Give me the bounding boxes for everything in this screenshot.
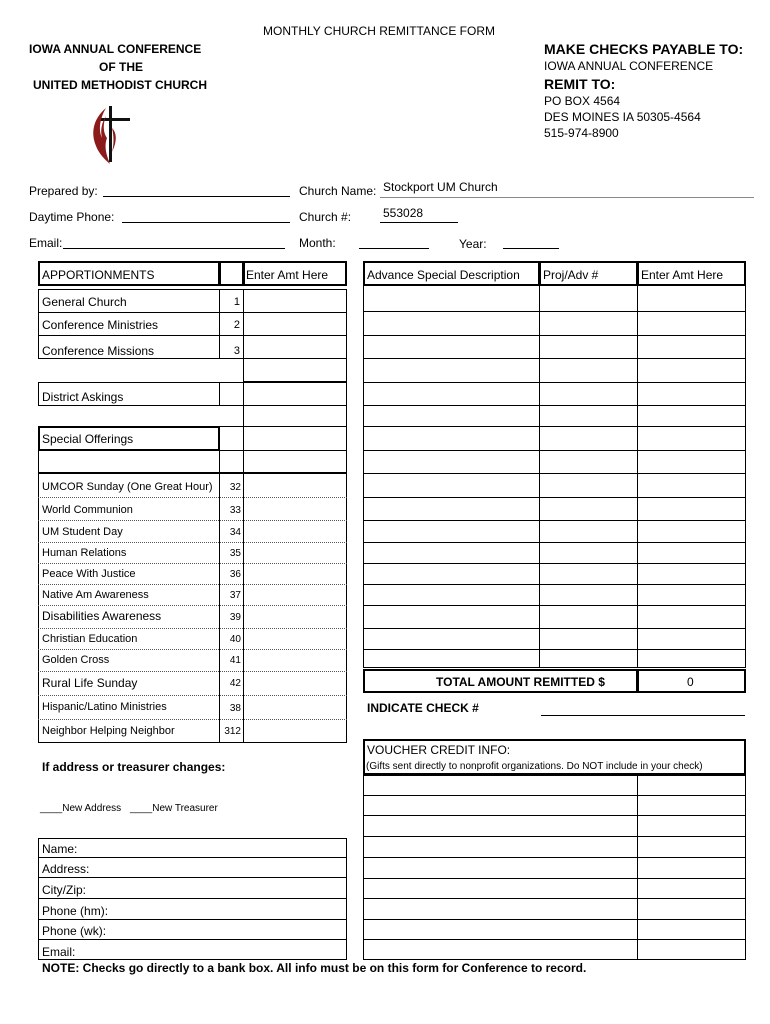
amt-input-district-askings[interactable] <box>243 382 347 406</box>
row-divider <box>38 719 347 720</box>
year-label: Year: <box>459 237 487 251</box>
contact-email-label[interactable]: Email: <box>42 945 76 959</box>
row-divider <box>38 695 347 696</box>
offering-label: Golden Cross <box>42 654 110 666</box>
month-label: Month: <box>299 236 336 250</box>
offering-num: 42 <box>229 678 241 689</box>
contact-phone-hm-label[interactable]: Phone (hm): <box>42 904 109 918</box>
amt-input-conference-missions[interactable] <box>243 335 347 359</box>
checks-payable-label: MAKE CHECKS PAYABLE TO: <box>544 41 744 57</box>
offering-num: 33 <box>229 505 241 516</box>
apportionments-amt-header: Enter Amt Here <box>246 268 329 282</box>
row-label: Conference Ministries <box>42 318 159 332</box>
voucher-subtitle: (Gifts sent directly to nonprofit organizations. Do NOT include in your check) <box>366 761 703 772</box>
new-address-option[interactable]: ____New Address <box>40 803 122 814</box>
contact-row-line <box>38 939 347 940</box>
contact-city-zip-label[interactable]: City/Zip: <box>42 883 87 897</box>
offering-num: 38 <box>229 703 241 714</box>
advance-row-line <box>363 605 746 606</box>
offering-num: 40 <box>229 634 241 645</box>
address-change-title: If address or treasurer changes: <box>42 760 226 774</box>
org-line-2: OF THE <box>99 60 143 74</box>
row-divider <box>38 628 347 629</box>
daytime-phone-field[interactable] <box>122 222 290 223</box>
offering-label: Hispanic/Latino Ministries <box>42 701 167 713</box>
remit-address-2: DES MOINES IA 50305-4564 <box>544 110 701 124</box>
row-divider <box>38 563 347 564</box>
total-label: TOTAL AMOUNT REMITTED $ <box>436 675 605 689</box>
offering-num: 36 <box>229 569 241 580</box>
offering-label: UM Student Day <box>42 526 123 538</box>
num-header-cell <box>219 261 244 286</box>
row-divider <box>38 649 347 650</box>
total-value: 0 <box>687 675 694 689</box>
church-num-value[interactable]: 553028 <box>383 206 424 220</box>
org-line-1: IOWA ANNUAL CONFERENCE <box>29 42 202 56</box>
advance-row-line <box>363 628 746 629</box>
advance-row-line <box>363 311 746 312</box>
church-name-label: Church Name: <box>299 184 377 198</box>
month-field[interactable] <box>359 248 429 249</box>
advance-desc-header: Advance Special Description <box>367 268 520 282</box>
contact-name-label[interactable]: Name: <box>42 842 78 856</box>
amt-input-general-church[interactable] <box>243 289 347 313</box>
church-name-field-line <box>380 197 754 198</box>
amt-input-conference-ministries[interactable] <box>243 312 347 336</box>
offering-num: 312 <box>224 726 241 737</box>
prepared-by-label: Prepared by: <box>29 184 98 198</box>
contact-row-line <box>38 898 347 899</box>
advance-row-line <box>363 358 746 359</box>
contact-address-label[interactable]: Address: <box>42 862 90 876</box>
offering-num: 34 <box>229 527 241 538</box>
row-num-cell <box>219 382 244 406</box>
new-treasurer-option[interactable]: ____New Treasurer <box>130 803 218 814</box>
voucher-row-line <box>363 919 746 920</box>
voucher-row-line <box>363 857 746 858</box>
amt-blank-cell[interactable] <box>243 426 347 451</box>
advance-row-line <box>363 584 746 585</box>
row-divider <box>38 584 347 585</box>
voucher-row-line <box>363 898 746 899</box>
row-label: District Askings <box>42 390 124 404</box>
year-field[interactable] <box>503 248 559 249</box>
offering-label: UMCOR Sunday (One Great Hour) <box>42 481 213 493</box>
remit-to-label: REMIT TO: <box>544 76 616 92</box>
footer-note: NOTE: Checks go directly to a bank box. All info must be on this form for Conference to record. <box>42 961 587 975</box>
remit-address-1: PO BOX 4564 <box>544 94 621 108</box>
row-label: General Church <box>42 295 127 309</box>
row-num: 1 <box>233 296 240 308</box>
advance-grid[interactable] <box>363 285 746 668</box>
org-line-3: UNITED METHODIST CHURCH <box>33 78 207 92</box>
offering-num: 39 <box>229 612 241 623</box>
advance-row-line <box>363 563 746 564</box>
advance-row-line <box>363 649 746 650</box>
prepared-by-field[interactable] <box>103 196 290 197</box>
row-label: Conference Missions <box>42 344 155 358</box>
church-num-label: Church #: <box>299 210 352 224</box>
row-num: 2 <box>233 319 240 331</box>
email-field[interactable] <box>63 248 285 249</box>
church-num-field-line <box>380 222 458 223</box>
advance-row-line <box>363 450 746 451</box>
amt-blank-cell[interactable] <box>243 450 347 473</box>
apportionments-header: APPORTIONMENTS <box>42 268 155 282</box>
blank-row <box>38 450 220 473</box>
advance-row-line <box>363 497 746 498</box>
daytime-phone-label: Daytime Phone: <box>29 210 115 224</box>
payee: IOWA ANNUAL CONFERENCE <box>544 59 714 73</box>
advance-row-line <box>363 426 746 427</box>
advance-row-line <box>363 335 746 336</box>
row-num: 3 <box>233 345 240 357</box>
email-label: Email: <box>29 236 63 250</box>
offering-label: Christian Education <box>42 633 138 645</box>
row-divider <box>38 605 347 606</box>
voucher-row-line <box>363 836 746 837</box>
offering-label: Peace With Justice <box>42 568 136 580</box>
advance-row-line <box>363 382 746 383</box>
contact-row-line <box>38 919 347 920</box>
advance-col-divider <box>637 285 638 668</box>
advance-row-line <box>363 520 746 521</box>
check-number-field[interactable] <box>541 715 745 716</box>
row-divider <box>38 520 347 521</box>
voucher-grid[interactable] <box>363 775 746 960</box>
remit-phone: 515-974-8900 <box>544 126 619 140</box>
form-title: MONTHLY CHURCH REMITTANCE FORM <box>263 24 495 38</box>
advance-row-line <box>363 542 746 543</box>
offering-num: 37 <box>229 590 241 601</box>
voucher-row-line <box>363 815 746 816</box>
offerings-amt-divider <box>243 473 244 743</box>
offering-label: Disabilities Awareness <box>42 609 162 623</box>
advance-row-line <box>363 473 746 474</box>
offering-label: Native Am Awareness <box>42 589 149 601</box>
voucher-row-line <box>363 939 746 940</box>
indicate-check-label: INDICATE CHECK # <box>367 701 479 715</box>
amt-blank-cell[interactable] <box>243 358 347 382</box>
advance-proj-header: Proj/Adv # <box>543 268 599 282</box>
offering-label: World Communion <box>42 504 133 516</box>
voucher-col-divider <box>637 775 638 960</box>
advance-amt-header: Enter Amt Here <box>641 268 724 282</box>
offering-num: 35 <box>229 548 241 559</box>
row-divider <box>38 542 347 543</box>
advance-col-divider <box>539 285 540 668</box>
church-name-value[interactable]: Stockport UM Church <box>383 180 498 194</box>
voucher-title: VOUCHER CREDIT INFO: <box>367 743 511 757</box>
voucher-row-line <box>363 795 746 796</box>
contact-row-line <box>38 877 347 878</box>
voucher-row-line <box>363 878 746 879</box>
row-num-cell <box>219 426 244 451</box>
offering-num: 41 <box>229 655 241 666</box>
contact-row-line <box>38 857 347 858</box>
contact-phone-wk-label[interactable]: Phone (wk): <box>42 924 107 938</box>
offering-label: Neighbor Helping Neighbor <box>42 725 175 737</box>
amt-blank-cell[interactable] <box>243 405 347 427</box>
advance-row-line <box>363 405 746 406</box>
offering-num: 32 <box>229 482 241 493</box>
special-offerings-header: Special Offerings <box>42 432 134 446</box>
row-divider <box>38 671 347 672</box>
offering-label: Human Relations <box>42 547 127 559</box>
offering-label: Rural Life Sunday <box>42 676 138 690</box>
row-divider <box>38 497 347 498</box>
row-num-cell <box>219 450 244 473</box>
cross-flame-logo <box>88 104 132 166</box>
